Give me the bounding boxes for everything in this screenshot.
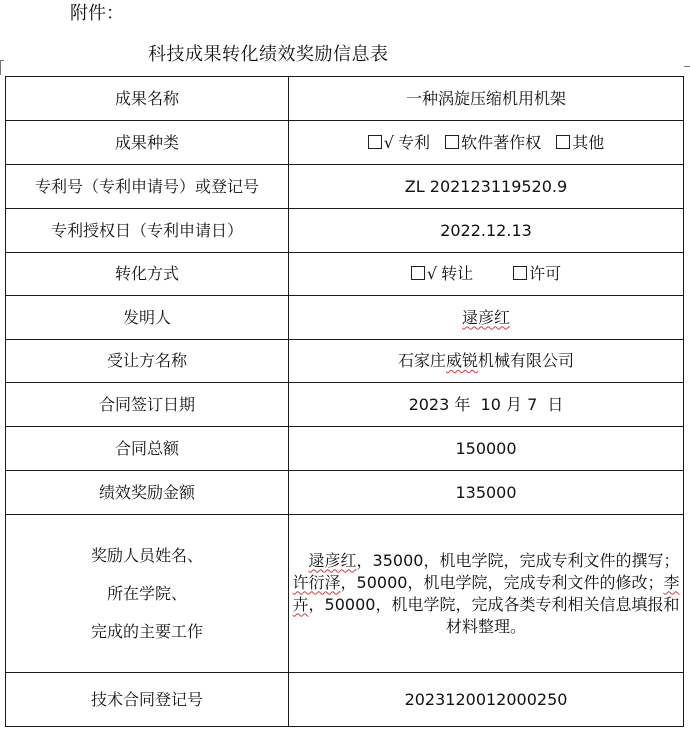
value-achievement-name: 一种涡旋压缩机用机架 [289,77,684,121]
row-transfer-method [6,253,684,296]
option-license [513,264,561,283]
label-transfer-method: 转化方式 [6,253,289,296]
info-table [5,76,684,727]
option-other-label: 其他 [572,132,605,152]
awardee-3-detail: ，50000，机电学院，完成各类专利相关信息填报和材料整理。 [308,594,680,636]
value-awardees [289,515,684,673]
row-awardees [6,515,684,673]
label-registration-number: 技术合同登记号 [6,673,289,727]
label-awardees-line2: 所在学院、 [106,583,187,603]
crop-mark [0,60,4,75]
label-awardees [6,515,289,673]
value-patent-number: ZL 202123119520.9 [289,165,684,209]
row-patent-number [6,165,684,209]
checkbox-icon [411,266,425,280]
checkbox-icon [513,266,527,280]
value-inventor [289,296,684,340]
value-award-amount: 135000 [289,471,684,515]
option-transfer [411,264,473,283]
label-achievement-name: 成果名称 [6,77,289,121]
checkbox-icon [368,135,382,149]
row-achievement-type [6,121,684,165]
label-assignee: 受让方名称 [6,340,289,383]
assignee-part2: 威锐 [445,351,478,370]
page-title: 科技成果转化绩效奖励信息表 [148,44,389,65]
row-contract-date [6,383,684,427]
awardee-2-detail: ，50000，机电学院，完成专利文件的修改； [340,572,664,592]
check-mark-icon: √ [426,264,438,283]
option-other [556,133,604,152]
awardee-1-name: 逯彦红 [308,550,357,570]
label-awardees-line3: 完成的主要工作 [90,621,203,641]
value-registration-number: 2023120012000250 [289,673,684,727]
option-software-label: 软件著作权 [461,132,542,152]
awardee-3-name: 李卉 [292,572,680,614]
checkbox-icon [445,135,459,149]
row-assignee [6,340,684,383]
assignee-part1: 石家庄 [397,351,446,370]
awardee-2-name: 许衍泽 [292,572,341,592]
label-inventor: 发明人 [6,296,289,340]
checkbox-icon [556,135,570,149]
row-award-amount [6,471,684,515]
value-contract-amount: 150000 [289,427,684,471]
attachment-label: 附件： [70,3,124,24]
value-assignee [289,340,684,383]
value-achievement-type [289,121,684,165]
inventor-name: 逯彦红 [461,307,510,327]
label-awardees-line1: 奖励人员姓名、 [90,545,203,565]
label-contract-date: 合同签订日期 [6,383,289,427]
row-grant-date [6,209,684,253]
row-inventor [6,296,684,340]
option-transfer-label: 转让 [441,264,474,283]
row-registration-number [6,673,684,727]
value-transfer-method [289,253,684,296]
option-license-label: 许可 [529,264,562,283]
assignee-part3: 机械有限公司 [478,351,575,370]
value-contract-date: 2023 年 10 月 7 日 [289,383,684,427]
value-grant-date: 2022.12.13 [289,209,684,253]
label-achievement-type: 成果种类 [6,121,289,165]
option-software [445,133,541,152]
label-patent-number: 专利号（专利申请号）或登记号 [6,165,289,209]
row-achievement-name [6,77,684,121]
corner-tick [684,66,690,67]
awardee-1-detail: ，35000，机电学院，完成专利文件的撰写； [356,550,680,570]
check-mark-icon: √ [383,132,394,152]
label-grant-date: 专利授权日（专利申请日） [6,209,289,253]
row-contract-amount [6,427,684,471]
option-patent-label: 专利 [397,132,430,152]
option-patent [368,133,430,152]
label-award-amount: 绩效奖励金额 [6,471,289,515]
label-contract-amount: 合同总额 [6,427,289,471]
